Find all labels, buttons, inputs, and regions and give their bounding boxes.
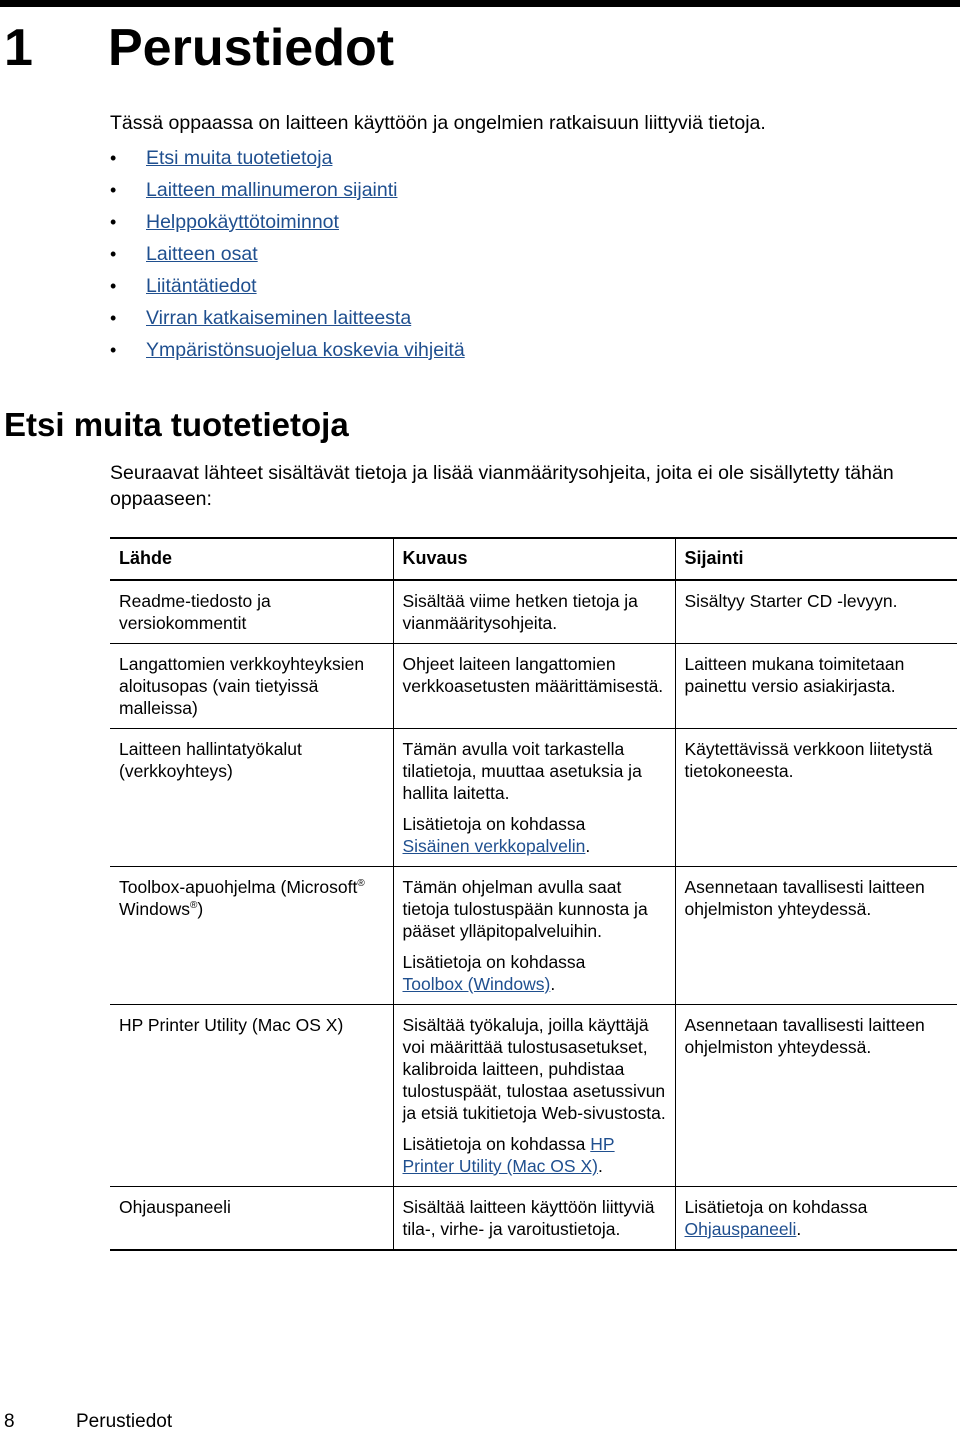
cell-description: Sisältää laitteen käyttöön liittyviä tila-, virhe- ja varoitustietoja. (393, 1187, 675, 1251)
source-suffix: ) (197, 899, 204, 919)
more-info-text (403, 1133, 667, 1177)
toc-item (110, 177, 465, 209)
registered-mark: ® (190, 900, 198, 912)
period: . (796, 1219, 802, 1239)
toc-item (110, 305, 465, 337)
chapter-intro: Tässä oppaassa on laitteen käyttöön ja ongelmien ratkaisuun liittyviä tietoja. (110, 112, 766, 134)
cell-source: Readme-tiedosto ja versiokommentit (110, 580, 393, 644)
bullet-icon: • (110, 180, 117, 200)
link-toolbox-windows[interactable]: Toolbox (Windows) (402, 974, 551, 994)
section-title: Etsi muita tuotetietoja (4, 406, 349, 443)
link-sisainen-verkkopalvelin[interactable]: Sisäinen verkkopalvelin (402, 836, 586, 856)
more-info-prefix: Lisätietoja on kohdassa (402, 1134, 586, 1154)
chapter-title (4, 18, 394, 78)
footer-chapter: Perustiedot (76, 1411, 173, 1432)
toc-item (110, 145, 465, 177)
page-number: 8 (4, 1411, 15, 1432)
link-ohjauspaneeli[interactable]: Ohjauspaneeli (684, 1219, 797, 1239)
table-row (110, 1187, 957, 1251)
table-header-row (110, 538, 957, 580)
column-header-location: Sijainti (675, 538, 957, 580)
cell-location: Käytettävissä verkkoon liitetystä tietokoneesta. (675, 729, 957, 867)
more-info-prefix: Lisätietoja on kohdassa (402, 952, 586, 972)
toc-item (110, 241, 465, 273)
bullet-icon: • (110, 244, 117, 264)
link-hp-printer-utility[interactable]: HP Printer Utility (Mac OS X) (402, 1134, 615, 1176)
more-info-prefix: Lisätietoja on kohdassa (402, 814, 586, 834)
cell-description (393, 729, 675, 867)
chapter-title-text: Perustiedot (108, 19, 395, 77)
bullet-icon: • (110, 148, 117, 168)
info-sources-table (110, 537, 957, 1251)
page-footer (4, 1410, 172, 1434)
section-intro: Seuraavat lähteet sisältävät tietoja ja lisää vianmääritysohjeita, joita ei ole sisällytetty tähän oppaaseen: (110, 462, 894, 510)
registered-mark: ® (357, 878, 365, 890)
table-row (110, 1005, 957, 1187)
more-info-text (403, 951, 667, 995)
period: . (585, 836, 591, 856)
cell-description (393, 1005, 675, 1187)
toc-link-virran-katkaiseminen[interactable]: Virran katkaiseminen laitteesta (146, 307, 412, 329)
cell-description (393, 867, 675, 1005)
cell-location: Sisältyy Starter CD -levyyn. (675, 580, 957, 644)
cell-source: Ohjauspaneeli (110, 1187, 393, 1251)
cell-source (110, 867, 393, 1005)
column-header-source: Lähde (110, 538, 393, 580)
bullet-icon: • (110, 340, 117, 360)
toc-item (110, 337, 465, 369)
toc-link-etsi-muita-tuotetietoja[interactable]: Etsi muita tuotetietoja (146, 147, 333, 169)
toc-item (110, 209, 465, 241)
source-prefix: Toolbox-apuohjelma (Microsoft (119, 877, 358, 897)
period: . (550, 974, 556, 994)
table-row (110, 580, 957, 644)
toc-link-laitteen-osat[interactable]: Laitteen osat (146, 243, 258, 265)
table-row (110, 644, 957, 729)
cell-description: Sisältää viime hetken tietoja ja vianmääritysohjeita. (393, 580, 675, 644)
toc-link-helppokayttotoiminnot[interactable]: Helppokäyttötoiminnot (146, 211, 339, 233)
cell-source: HP Printer Utility (Mac OS X) (110, 1005, 393, 1187)
table-row (110, 729, 957, 867)
cell-description: Ohjeet laiteen langattomien verkkoasetusten määrittämisestä. (393, 644, 675, 729)
location-prefix: Lisätietoja on kohdassa (684, 1197, 868, 1217)
description-text: Sisältää työkaluja, joilla käyttäjä voi määrittää tulostusasetukset, kalibroida laitteen, puhdistaa tulostuspäät, tulostaa asetussivun ja etsiä tukitietoja Web-sivustosta. (402, 1015, 666, 1123)
chapter-number: 1 (4, 19, 33, 77)
cell-location: Laitteen mukana toimitetaan painettu versio asiakirjasta. (675, 644, 957, 729)
toc-item (110, 273, 465, 305)
toc-link-liitantatiedot[interactable]: Liitäntätiedot (146, 275, 257, 297)
cell-location (675, 1187, 957, 1251)
bullet-icon: • (110, 308, 117, 328)
cell-source: Laitteen hallintatyökalut (verkkoyhteys) (110, 729, 393, 867)
bullet-icon: • (110, 212, 117, 232)
bullet-icon: • (110, 276, 117, 296)
cell-location: Asennetaan tavallisesti laitteen ohjelmiston yhteydessä. (675, 1005, 957, 1187)
chapter-toc (110, 145, 465, 369)
more-info-text (403, 813, 667, 857)
toc-link-ymparistonsuojelu[interactable]: Ympäristönsuojelua koskevia vihjeitä (146, 339, 465, 361)
source-mid: Windows (119, 899, 190, 919)
cell-source: Langattomien verkkoyhteyksien aloitusopas (vain tietyissä malleissa) (110, 644, 393, 729)
description-text: Tämän ohjelman avulla saat tietoja tulostuspään kunnosta ja pääset ylläpitopalveluihin. (402, 877, 648, 941)
period: . (597, 1156, 603, 1176)
description-text: Tämän avulla voit tarkastella tilatietoja, muuttaa asetuksia ja hallita laitetta. (402, 739, 642, 803)
toc-link-mallinumeron-sijainti[interactable]: Laitteen mallinumeron sijainti (146, 179, 398, 201)
column-header-description: Kuvaus (393, 538, 675, 580)
top-rule (0, 0, 960, 7)
table-row (110, 867, 957, 1005)
cell-location: Asennetaan tavallisesti laitteen ohjelmiston yhteydessä. (675, 867, 957, 1005)
